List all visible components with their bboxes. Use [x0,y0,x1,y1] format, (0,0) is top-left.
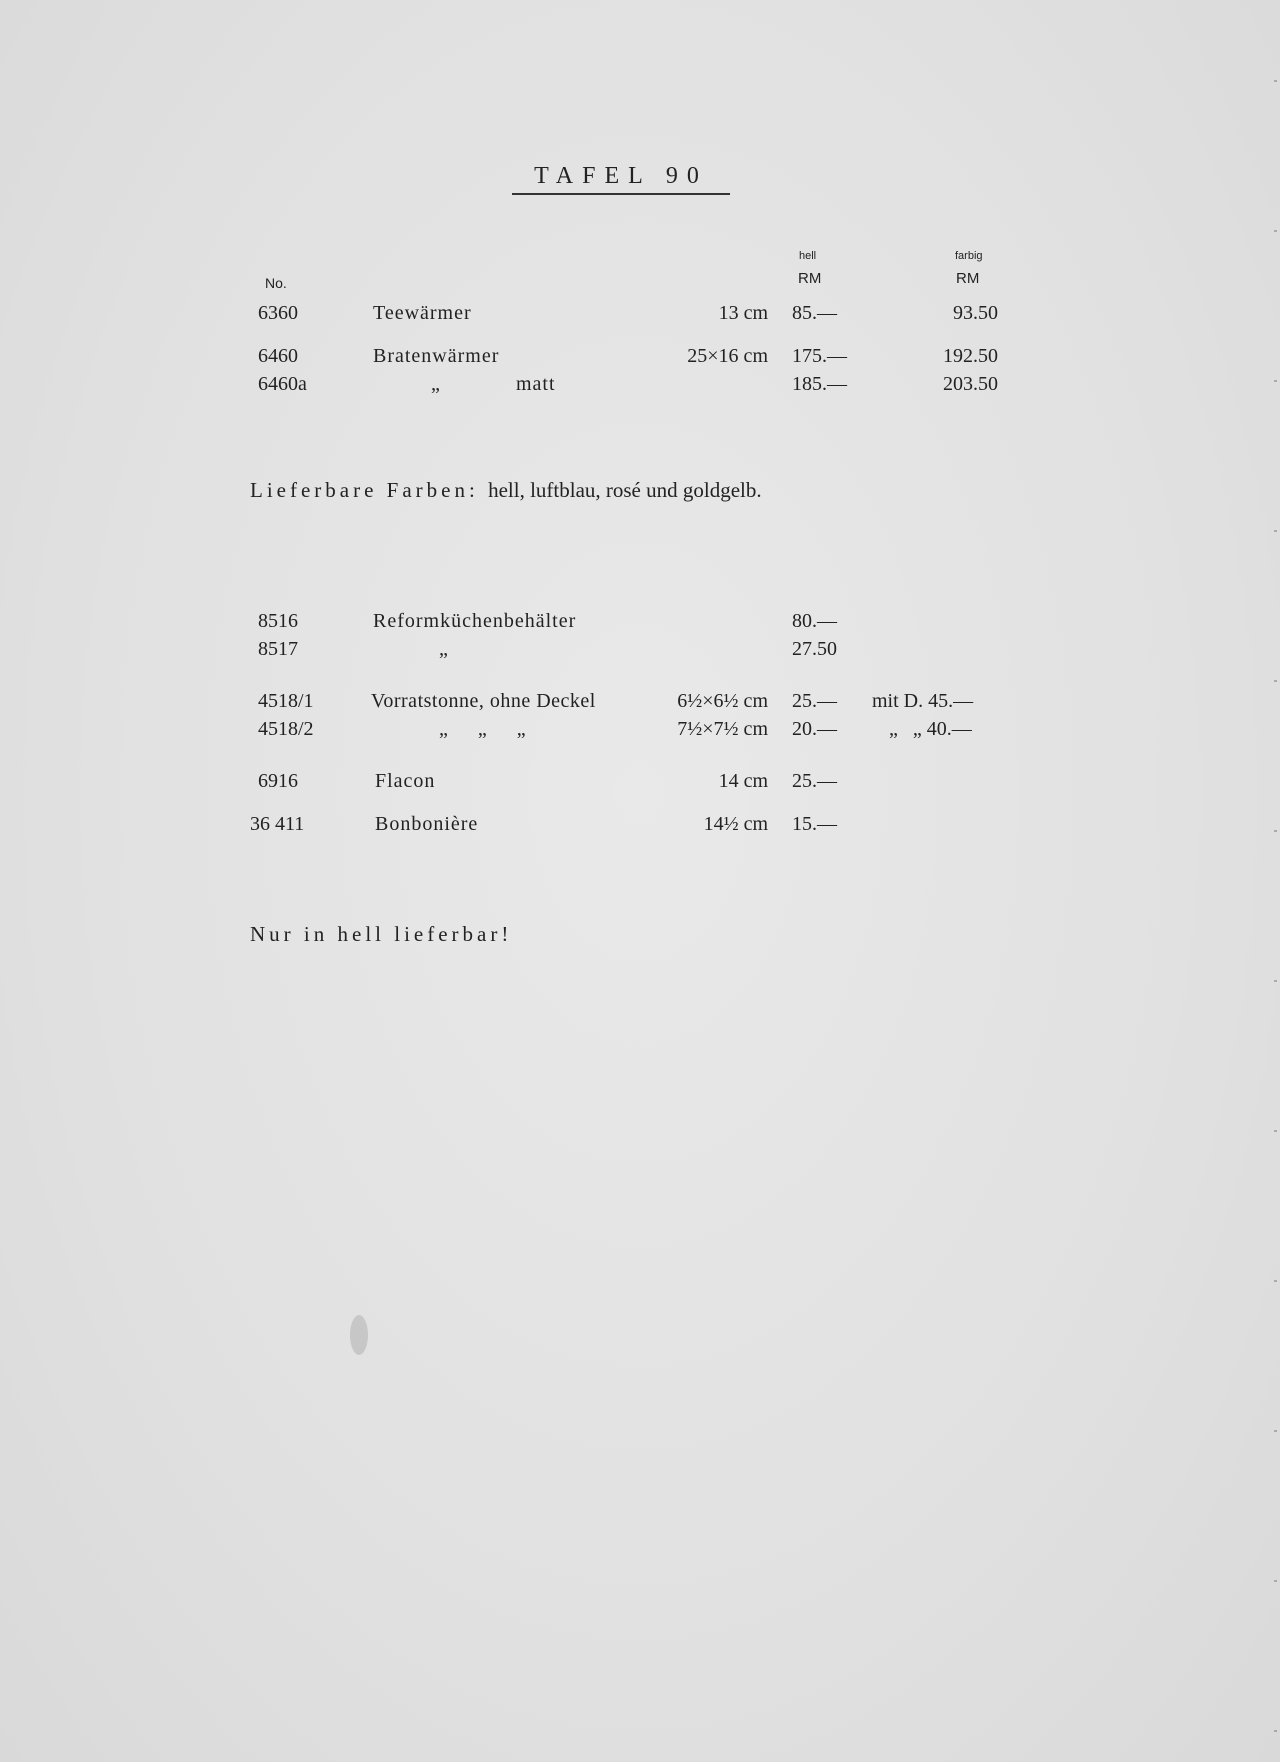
item-size: 13 cm [718,302,768,324]
item-size: 6½×6½ cm [677,690,768,712]
item-number: 6916 [258,770,298,792]
item-name: Reformküchenbehälter [373,610,577,632]
table-row [0,770,1280,796]
item-number: 4518/2 [258,718,314,740]
table-row [0,638,1280,664]
table-row [0,345,1280,371]
ditto-marks: „ „ „ [439,718,526,740]
item-name: matt [516,373,556,395]
item-number: 36 411 [250,813,305,835]
column-header-rm-hell: RM [798,270,822,287]
column-header-no: No. [265,275,287,291]
page-edge-marks [1274,0,1277,1762]
column-header-rm-farbig: RM [956,270,980,287]
price: 80.— [792,610,837,632]
price: 15.— [792,813,837,835]
table-row [0,302,1280,328]
item-name: Bratenwärmer [373,345,500,367]
paper-smudge [350,1315,368,1355]
item-number: 6460a [258,373,307,395]
table-row [0,718,1280,744]
item-number: 8517 [258,638,298,660]
column-header-farbig: farbig [955,250,983,262]
item-size: 25×16 cm [687,345,768,367]
price-with-lid: „ „ 40.— [889,718,972,740]
item-name: Bonbonière [375,813,479,835]
item-name: Vorratstonne, ohne Deckel [371,690,596,712]
ditto-mark: „ [439,638,448,660]
table-row [0,690,1280,716]
note-text: hell, luftblau, rosé und goldgelb. [488,478,762,502]
item-size: 14 cm [718,770,768,792]
item-size: 14½ cm [703,813,768,835]
item-number: 8516 [258,610,298,632]
item-size: 7½×7½ cm [677,718,768,740]
item-name: Teewärmer [373,302,472,324]
price-with-lid: mit D. 45.— [872,690,974,712]
price: 25.— [792,770,837,792]
price-farbig: 192.50 [943,345,998,367]
item-number: 6460 [258,345,298,367]
item-number: 4518/1 [258,690,314,712]
table-row [0,373,1280,399]
table-row [0,813,1280,839]
price-farbig: 203.50 [943,373,998,395]
price-hell: 185.— [792,373,847,395]
item-number: 6360 [258,302,298,324]
page-title: TAFEL 90 [512,163,730,195]
item-name: Flacon [375,770,436,792]
availability-note: Nur in hell lieferbar! [250,922,513,946]
price-hell: 85.— [792,302,837,324]
note-label: Lieferbare Farben: [250,478,479,502]
price-hell: 175.— [792,345,847,367]
price: 27.50 [792,638,837,660]
table-row [0,610,1280,636]
price: 20.— [792,718,837,740]
column-header-hell: hell [799,250,817,262]
price-farbig: 93.50 [953,302,998,324]
available-colors-note [250,478,762,503]
price: 25.— [792,690,837,712]
ditto-mark: „ [431,373,440,395]
